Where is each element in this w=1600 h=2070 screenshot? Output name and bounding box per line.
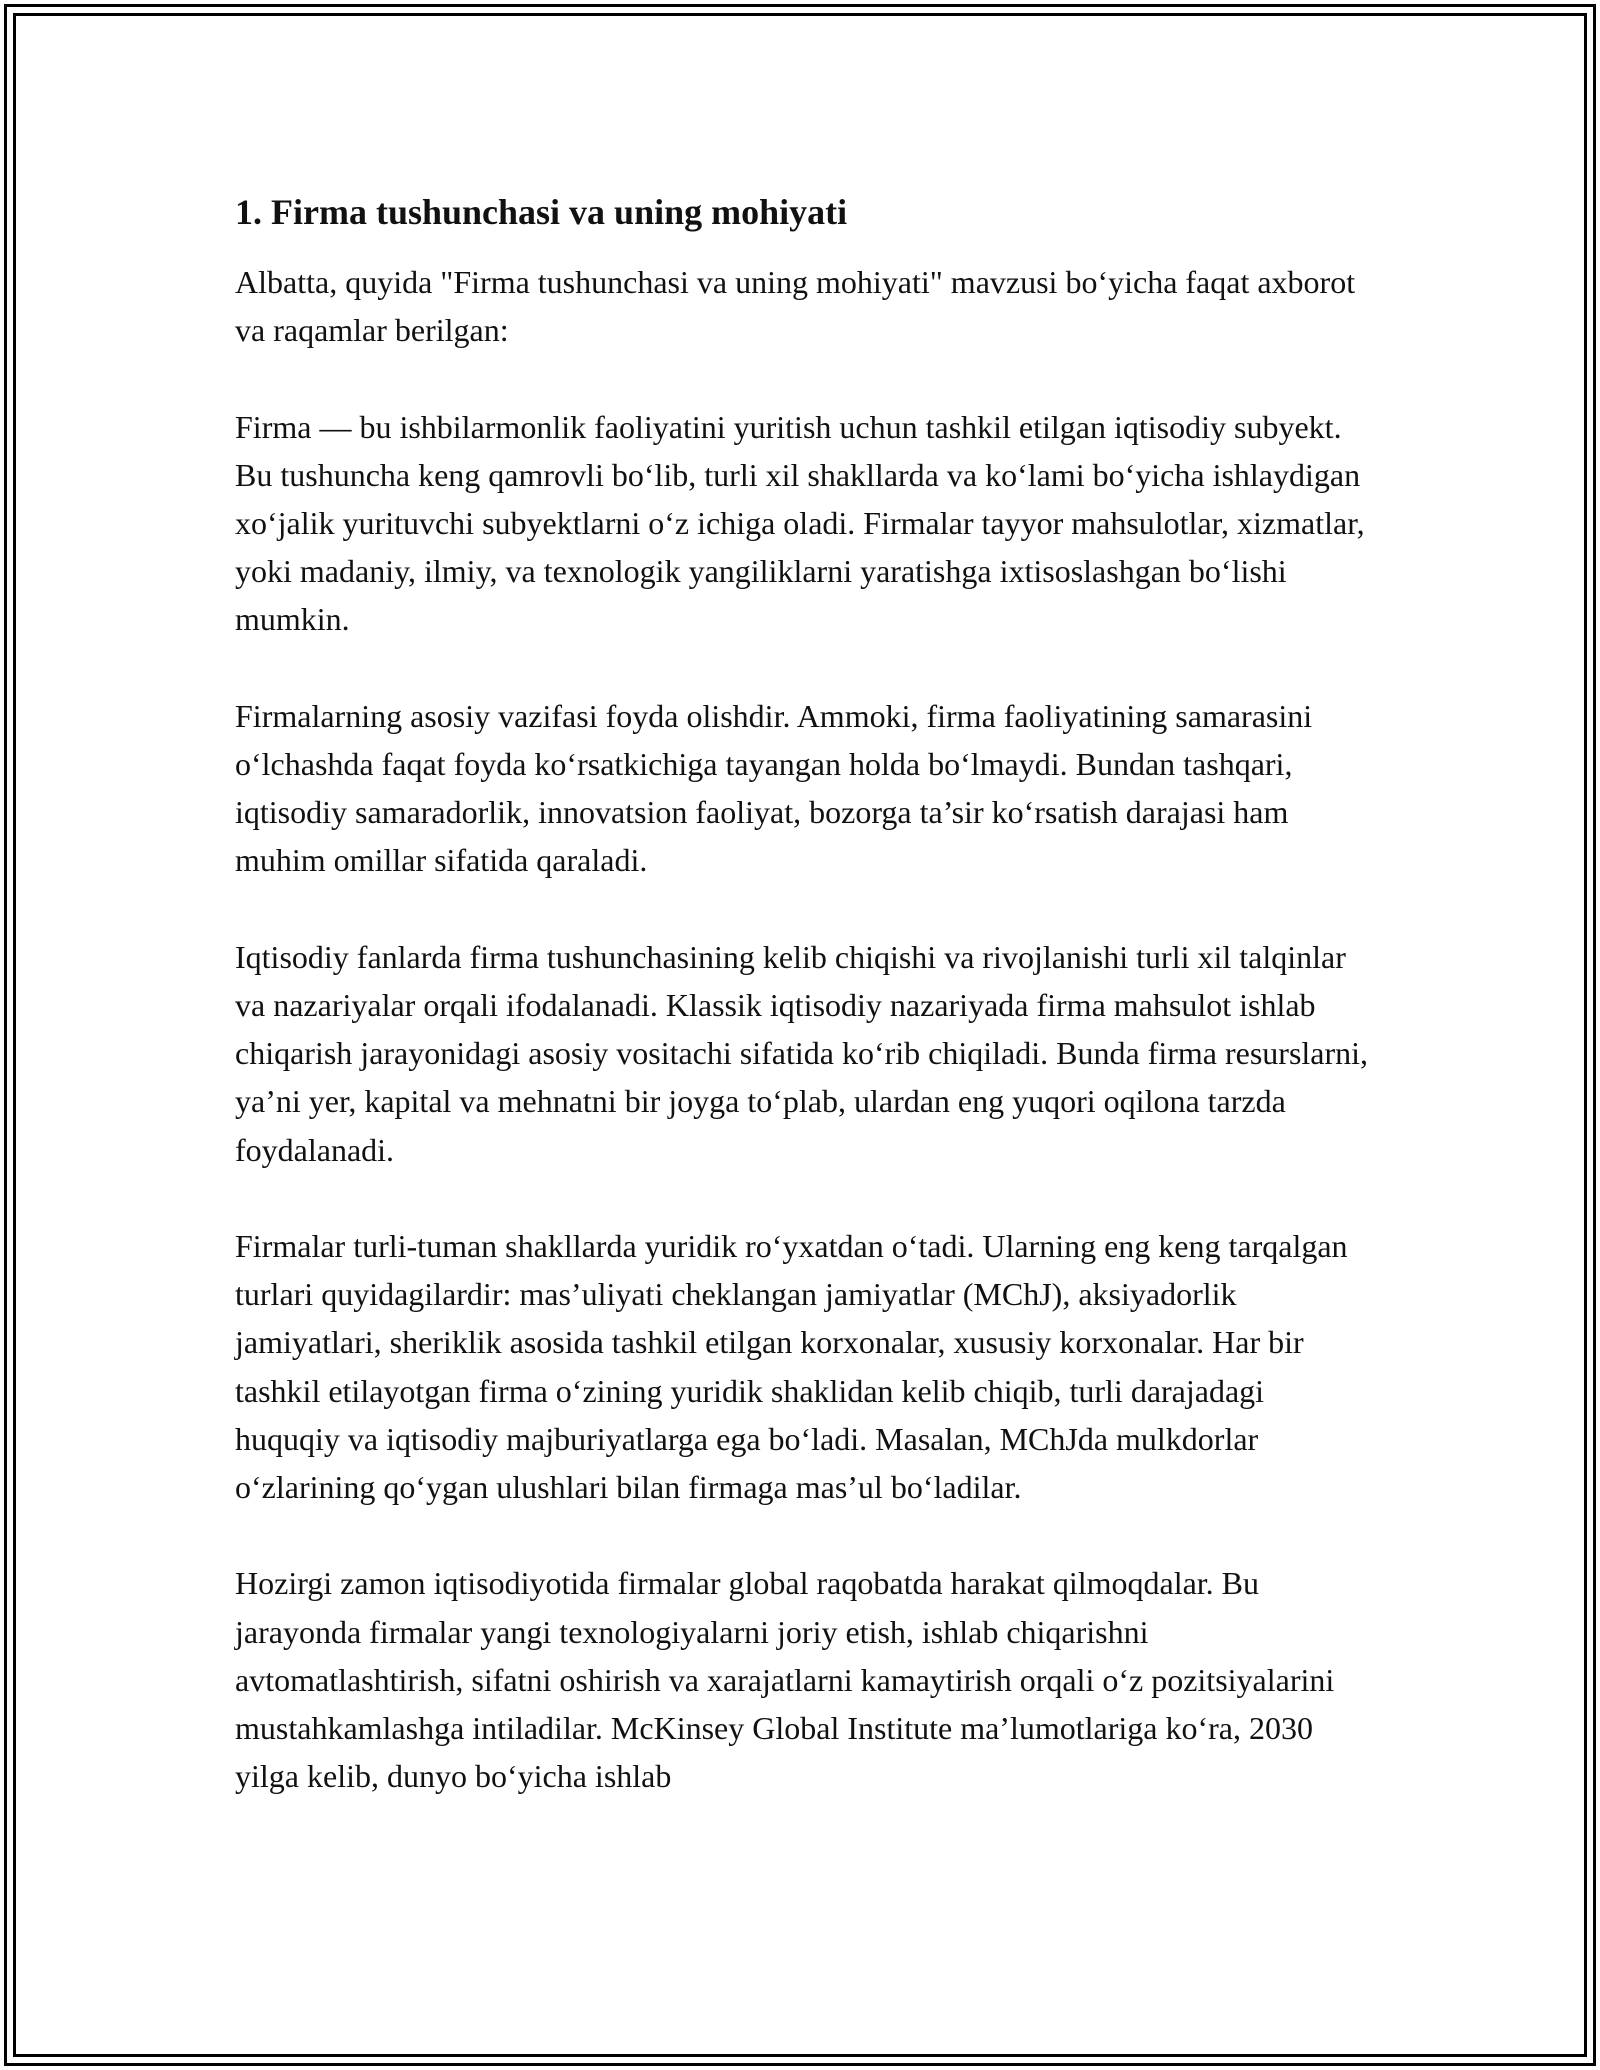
- document-body: [235, 188, 1375, 1800]
- definition-paragraph: Firma — bu ishbilarmonlik faoliyatini yuritish uchun tashkil etilgan iqtisodiy subyekt. Bu tushuncha keng qamrovli bo‘lib, turli xil shakllarda va ko‘lami bo‘yicha ishlaydigan xo‘jalik yurituvchi subyektlarni o‘z ichiga oladi. Firmalar tayyor mahsulotlar, xizmatlar, yoki madaniy, ilmiy, va texnologik yangiliklarni yaratishga ixtisoslashgan bo‘lishi mumkin.: [235, 408, 1365, 638]
- global-competition-paragraph: Hozirgi zamon iqtisodiyotida firmalar global raqobatda harakat qilmoqdalar. Bu jarayonda firmalar yangi texnologiyalarni joriy etish, ishlab chiqarishni avtomatlashtirish, sifatni oshirish va xarajatlarni kamaytirish orqali o‘z pozitsiyalarini mustahkamlashga intiladilar. McKinsey Global Institute ma’lumotlariga ko‘ra, 2030 yilga kelib, dunyo bo‘yicha ishlab: [235, 1565, 1335, 1795]
- purpose-paragraph: Firmalarning asosiy vazifasi foyda olishdir. Ammoki, firma faoliyatining samarasini o‘lchashda faqat foyda ko‘rsatkichiga tayangan holda bo‘lmaydi. Bundan tashqari, iqtisodiy samaradorlik, innovatsion faoliyat, bozorga ta’sir ko‘rsatish darajasi ham muhim omillar sifatida qaraladi.: [235, 697, 1313, 879]
- section-heading: 1. Firma tushunchasi va uning mohiyati: [235, 192, 848, 232]
- legal-forms-paragraph: Firmalar turli-tuman shakllarda yuridik ro‘yxatdan o‘tadi. Ularning eng keng tarqalgan turlari quyidagilardir: mas’uliyati cheklangan jamiyatlar (MChJ), aksiyadorlik jamiyatlari, sheriklik asosida tashkil etilgan korxonalar, xususiy korxonalar. Har bir tashkil etilayotgan firma o‘zining yuridik shaklidan kelib chiqib, turli darajadagi huquqiy va iqtisodiy majburiyatlarga ega bo‘ladi. Masalan, MChJda mulkdorlar o‘zlarining qo‘ygan ulushlari bilan firmaga mas’ul bo‘ladilar.: [235, 1228, 1348, 1506]
- intro-paragraph: Albatta, quyida "Firma tushunchasi va uning mohiyati" mavzusi bo‘yicha faqat axborot va raqamlar berilgan:: [235, 264, 1356, 349]
- theory-paragraph: Iqtisodiy fanlarda firma tushunchasining kelib chiqishi va rivojlanishi turli xil talqinlar va nazariyalar orqali ifodalanadi. Klassik iqtisodiy nazariyada firma mahsulot ishlab chiqarish jarayonidagi asosiy vositachi sifatida ko‘rib chiqiladi. Bunda firma resurslarni, ya’ni yer, kapital va mehnatni bir joyga to‘plab, ulardan eng yuqori oqilona tarzda foydalanadi.: [235, 938, 1369, 1168]
